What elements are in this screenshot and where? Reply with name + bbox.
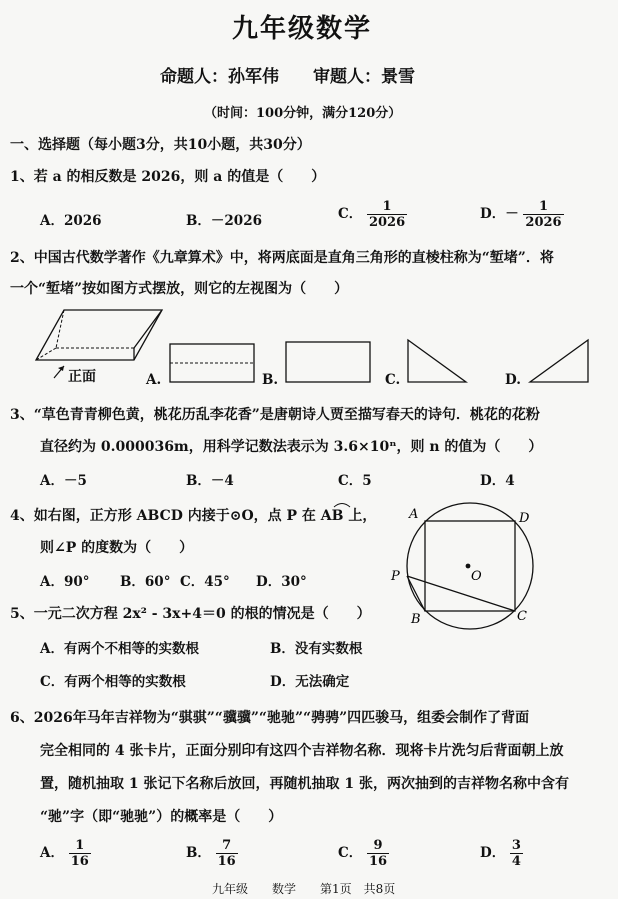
label-P: P [391, 569, 400, 584]
q5-option-b: B．没有实数根 [270, 641, 363, 657]
q3-option-b: B．－4 [186, 473, 234, 489]
q5-option-c: C．有两个相等的实数根 [40, 674, 186, 690]
q3-line1: 3、“草色青青柳色黄，桃花历乱李花香”是唐朝诗人贾至描写春天的诗句．桃花的花粉 [10, 407, 540, 423]
fraction-denominator: 4 [511, 854, 521, 869]
q3-line2: 直径约为 0.000036m，用科学记数法表示为 3.6×10ⁿ，则 n 的值为（ ） [40, 439, 543, 455]
q2-option-a-shape [170, 344, 256, 384]
fraction-numerator: 1 [382, 199, 392, 214]
q6-option-b-fraction [216, 838, 238, 869]
fraction-denominator: 16 [368, 854, 388, 869]
q6-option-c-label: C． [338, 845, 363, 861]
fraction-denominator: 2026 [525, 215, 562, 230]
authors-line: 命题人：孙军伟 审题人：景雪 [160, 67, 415, 87]
fraction-numerator: 1 [538, 199, 549, 214]
q6-option-b-label: B． [186, 845, 211, 861]
front-view-label: 正面 [68, 369, 96, 385]
q6-line2: 完全相同的 4 张卡片，正面分别印有这四个吉祥物名称．现将卡片洗匀后背面朝上放 [40, 743, 564, 759]
q2-option-c-shape [408, 340, 468, 384]
q4-option-d: D．30° [256, 574, 307, 590]
q6-option-b [186, 838, 238, 869]
q1-option-d-fraction [523, 199, 563, 230]
q5-stem: 5、一元二次方程 2x² - 3x+4＝0 的根的情况是（ ） [10, 606, 371, 622]
q6-option-d [480, 838, 523, 869]
fraction-denominator: 16 [217, 854, 236, 869]
label-A: A [409, 507, 419, 522]
q1-option-c [338, 199, 407, 230]
time-info: （时间：100分钟，满分120分） [204, 106, 402, 121]
fraction-numerator: 7 [222, 838, 232, 853]
fraction-denominator: 16 [70, 854, 89, 869]
fraction-numerator: 1 [75, 838, 85, 853]
q6-option-c [338, 838, 389, 869]
q2-option-c-label: C. [385, 372, 401, 388]
q6-option-d-fraction [510, 838, 523, 869]
q6-option-a-label: A． [40, 845, 64, 861]
q3-option-a: A．－5 [40, 473, 87, 489]
q2-option-d-label: D. [505, 372, 521, 388]
q4-option-c: C．45° [180, 574, 230, 590]
q6-line4: “驰”字（即“驰驰”）的概率是（ ） [40, 809, 283, 825]
q4-option-a: A．90° [40, 574, 90, 590]
section-heading: 一、选择题（每小题3分，共10小题，共30分） [10, 137, 311, 153]
q2-option-a-label: A. [146, 372, 162, 388]
q6-line1: 6、2026年马年吉祥物为“骐骐”“骥骥”“驰驰”“骋骋”四匹骏马，组委会制作了背面 [10, 710, 530, 726]
label-D: D [519, 511, 530, 526]
q6-option-a-fraction [69, 838, 91, 869]
q2-option-b-label: B. [262, 372, 279, 388]
q6-option-c-fraction [367, 838, 389, 869]
label-C: C [517, 609, 527, 624]
q4-option-b: B．60° [120, 574, 171, 590]
fraction-denominator: 2026 [368, 215, 406, 230]
page-title: 九年级数学 [232, 14, 373, 44]
q1-option-b: B．－2026 [186, 213, 262, 229]
fraction-numerator: 3 [511, 838, 521, 853]
q2-line1: 2、中国古代数学著作《九章算术》中，将两底面是直角三角形的直棱柱称为“堑堵”．将 [10, 250, 554, 266]
q3-option-d: D．4 [480, 473, 515, 489]
q1-option-d-label: D．－ [480, 206, 519, 222]
q1-option-a: A．2026 [40, 213, 102, 229]
arc-mark [332, 500, 352, 508]
q4-line1: 4、如右图，正方形 ABCD 内接于⊙O，点 P 在 AB 上， [10, 508, 377, 524]
q2-option-b-shape [286, 342, 372, 384]
label-O: O [471, 569, 482, 584]
q2-line2: 一个“堑堵”按如图方式摆放，则它的左视图为（ ） [10, 281, 349, 297]
q1-option-c-fraction [367, 199, 407, 230]
q2-option-d-shape [530, 340, 590, 384]
q1-stem: 1、若 a 的相反数是 2026，则 a 的值是（ ） [10, 169, 326, 185]
fraction-numerator: 9 [373, 838, 383, 853]
q6-option-d-label: D． [480, 845, 506, 861]
q1-option-c-label: C． [338, 206, 363, 222]
q5-option-d: D．无法确定 [270, 674, 350, 690]
q4-line2: 则∠P 的度数为（ ） [40, 540, 194, 556]
q6-option-a [40, 838, 91, 869]
q1-option-d [480, 199, 564, 230]
q3-option-c: C．5 [338, 473, 372, 489]
label-B: B [411, 612, 421, 627]
page-footer: 九年级 数学 第1页 共8页 [212, 882, 396, 896]
q6-line3: 置，随机抽取 1 张记下名称后放回，再随机抽取 1 张，两次抽到的吉祥物名称中含有 [40, 776, 569, 792]
circle-square-figure [391, 500, 545, 630]
q5-option-a: A．有两个不相等的实数根 [40, 641, 199, 657]
